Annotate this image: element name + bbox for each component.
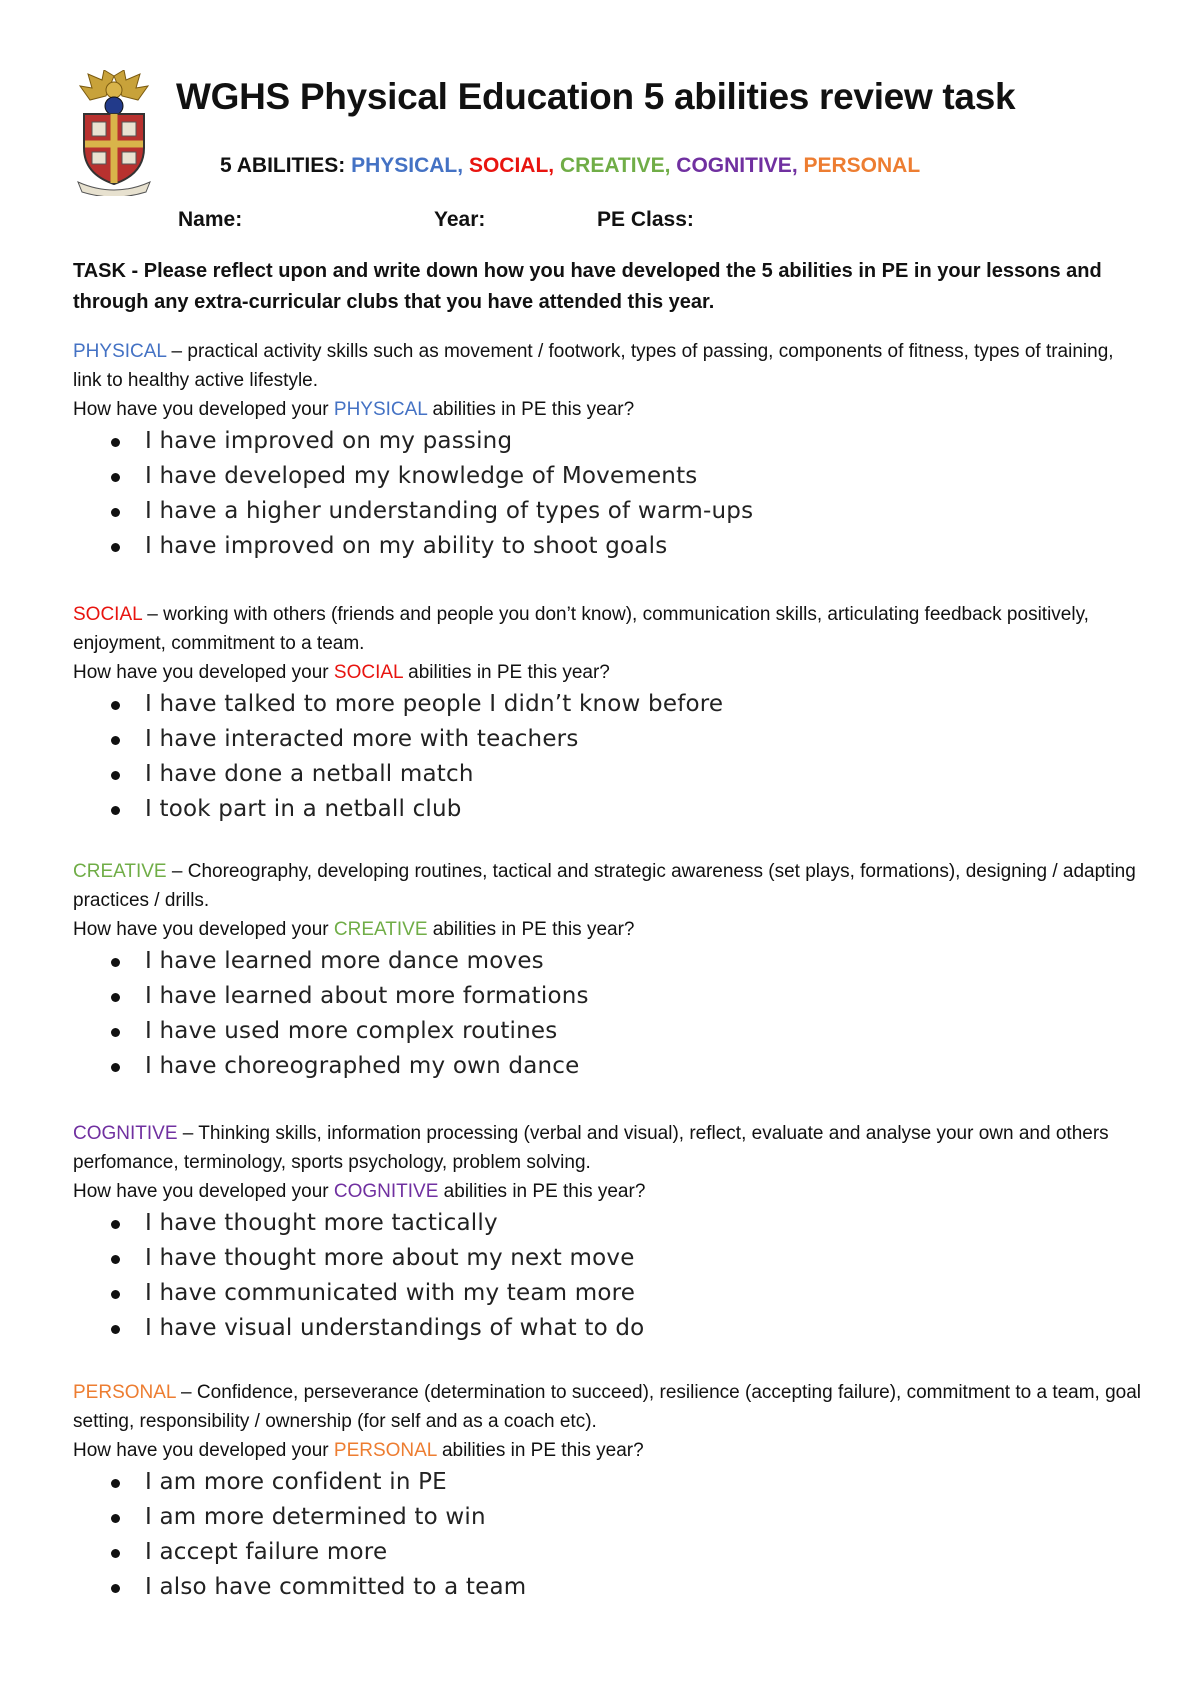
question-prefix: How have you developed your [73,1181,334,1202]
answer-item [73,494,1143,529]
ability-physical: PHYSICAL [351,154,458,177]
answer-text: I have thought more about my next move [145,1245,635,1271]
bullet-icon [111,543,120,552]
ability-separator: , [548,154,555,177]
question-suffix: abilities in PE this year? [427,919,635,940]
answer-text: I also have committed to a team [145,1574,527,1600]
question-prefix: How have you developed your [73,662,334,683]
abilities-prefix: 5 ABILITIES: [220,154,346,177]
ability-separator: , [457,154,464,177]
bullet-icon [111,1290,120,1299]
ability-creative: CREATIVE [559,154,665,177]
ability-cognitive: COGNITIVE [676,154,792,177]
answer-text: I have done a netball match [145,761,474,787]
section-description [73,857,1143,915]
task-instructions: TASK - Please reflect upon and write down how you have developed the 5 abilities in PE in your lessons and through any extra-curricular clubs that you have attended this year. [73,260,1102,313]
answer-text: I am more determined to win [145,1504,486,1530]
bullet-icon [111,993,120,1002]
bullet-icon [111,701,120,710]
section-cognitive [73,1119,1143,1346]
answer-item [73,1241,1143,1276]
answer-list [73,687,1143,827]
answer-item [73,687,1143,722]
pe-class-field-label: PE Class: [597,208,694,231]
bullet-icon [111,771,120,780]
bullet-icon [111,1325,120,1334]
section-heading: SOCIAL [73,604,142,625]
bullet-icon [111,806,120,815]
answer-item [73,722,1143,757]
question-suffix: abilities in PE this year? [427,399,635,420]
bullet-icon [111,438,120,447]
section-description-text: – practical activity skills such as movement / footwork, types of passing, components of fitness, types of training, link to healthy active lifestyle. [73,341,1114,391]
answer-text: I have communicated with my team more [145,1280,636,1306]
abilities-list [220,154,920,178]
name-field-label: Name: [178,208,243,231]
answer-list [73,1465,1143,1605]
question-prefix: How have you developed your [73,919,334,940]
answer-text: I have developed my knowledge of Movements [145,463,698,489]
section-description [73,1378,1143,1436]
answer-text: I have improved on my ability to shoot goals [145,533,668,559]
section-heading: CREATIVE [73,861,167,882]
section-heading: PERSONAL [73,1382,176,1403]
answer-item [73,1570,1143,1605]
section-question [73,1436,1143,1465]
answer-text: I have learned about more formations [145,983,589,1009]
answer-text: I have interacted more with teachers [145,726,579,752]
bullet-icon [111,1063,120,1072]
section-description-text: – working with others (friends and people you don’t know), communication skills, articulating feedback positively, enjoyment, commitment to a team. [73,604,1089,654]
answer-item [73,1311,1143,1346]
section-description [73,600,1143,658]
document-title: WGHS Physical Education 5 abilities review task [176,76,1016,117]
school-crest-logo [74,70,154,196]
answer-item [73,424,1143,459]
answer-item [73,1276,1143,1311]
section-heading: PHYSICAL [73,341,167,362]
answer-item [73,944,1143,979]
question-suffix: abilities in PE this year? [402,662,610,683]
answer-list [73,1206,1143,1346]
question-ability: COGNITIVE [333,1181,439,1202]
answer-item [73,1014,1143,1049]
answer-text: I have thought more tactically [145,1210,498,1236]
section-description-text: – Choreography, developing routines, tactical and strategic awareness (set plays, formations), designing / adapting practices / drills. [73,861,1136,911]
answer-text: I took part in a netball club [145,796,462,822]
bullet-icon [111,1514,120,1523]
question-ability: PERSONAL [333,1440,437,1461]
bullet-icon [111,958,120,967]
bullet-icon [111,1255,120,1264]
section-description [73,337,1143,395]
answer-text: I have a higher understanding of types of warm-ups [145,498,754,524]
question-prefix: How have you developed your [73,399,334,420]
section-question [73,1177,1143,1206]
answer-text: I have visual understandings of what to do [145,1315,645,1341]
answer-item [73,1535,1143,1570]
bullet-icon [111,736,120,745]
question-suffix: abilities in PE this year? [438,1181,646,1202]
answer-item [73,459,1143,494]
section-social [73,600,1143,827]
answer-item [73,757,1143,792]
answer-item [73,1500,1143,1535]
answer-text: I have talked to more people I didn’t know before [145,691,724,717]
ability-personal: PERSONAL [803,154,921,177]
answer-item [73,529,1143,564]
section-description-text: – Confidence, perseverance (determination to succeed), resilience (accepting failure), commitment to a team, goal setting, responsibility / ownership (for self and as a coach etc). [73,1382,1142,1432]
section-physical [73,337,1143,564]
answer-item [73,979,1143,1014]
answer-item [73,792,1143,827]
section-creative [73,857,1143,1084]
section-description-text: – Thinking skills, information processing (verbal and visual), reflect, evaluate and analyse your own and others perfomance, terminology, sports psychology, problem solving. [73,1123,1109,1173]
answer-item [73,1206,1143,1241]
question-prefix: How have you developed your [73,1440,334,1461]
section-heading: COGNITIVE [73,1123,178,1144]
bullet-icon [111,1479,120,1488]
ability-separator: , [791,154,798,177]
year-field-label: Year: [434,208,486,231]
answer-item [73,1465,1143,1500]
answer-text: I have improved on my passing [145,428,513,454]
answer-text: I have used more complex routines [145,1018,558,1044]
question-ability: SOCIAL [333,662,403,683]
answer-list [73,944,1143,1084]
section-question [73,915,1143,944]
ability-social: SOCIAL [468,154,549,177]
bullet-icon [111,1584,120,1593]
question-ability: CREATIVE [333,919,428,940]
section-question [73,658,1143,687]
answer-item [73,1049,1143,1084]
question-suffix: abilities in PE this year? [436,1440,644,1461]
bullet-icon [111,508,120,517]
answer-text: I have learned more dance moves [145,948,544,974]
ability-separator: , [664,154,671,177]
section-personal [73,1378,1143,1605]
section-description [73,1119,1143,1177]
answer-list [73,424,1143,564]
bullet-icon [111,1549,120,1558]
bullet-icon [111,473,120,482]
answer-text: I have choreographed my own dance [145,1053,580,1079]
section-question [73,395,1143,424]
question-ability: PHYSICAL [333,399,428,420]
bullet-icon [111,1220,120,1229]
answer-text: I accept failure more [145,1539,388,1565]
answer-text: I am more confident in PE [145,1469,447,1495]
bullet-icon [111,1028,120,1037]
